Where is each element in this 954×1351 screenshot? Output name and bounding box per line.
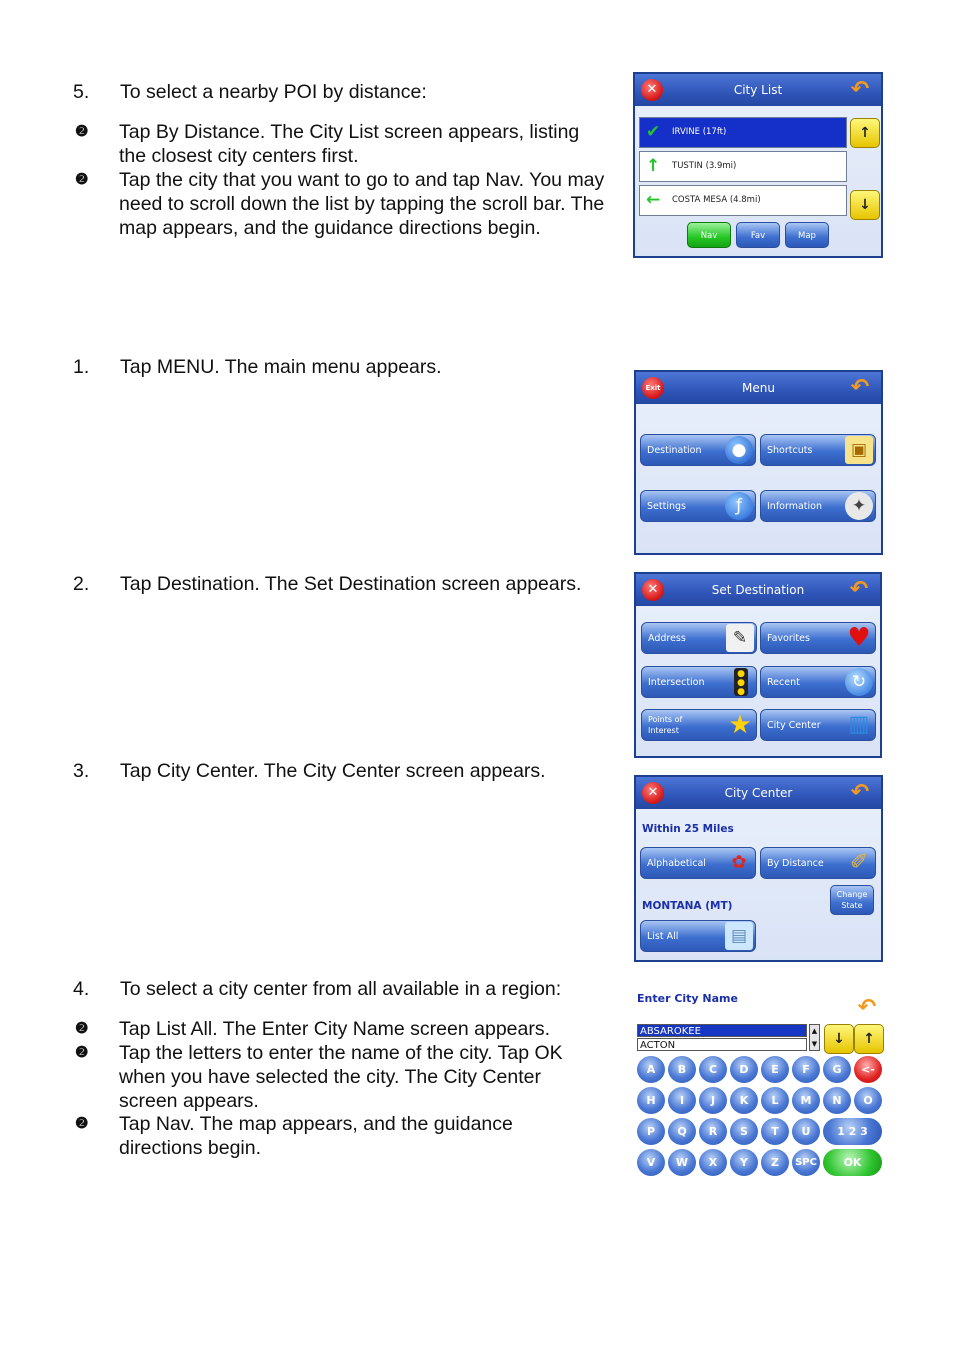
screen-title: Menu xyxy=(742,381,775,395)
list-item-label: IRVINE (17ft) xyxy=(672,127,727,137)
bullet-symbol: ❷ xyxy=(75,171,89,188)
key-backspace: <- xyxy=(854,1056,882,1083)
shortcuts-button xyxy=(760,434,876,466)
down-arrow-icon: ↓ xyxy=(824,1024,854,1054)
step-1-text: Tap MENU. The main menu appears. xyxy=(120,356,442,378)
key-ok: OK xyxy=(823,1149,882,1176)
globe-icon: ● xyxy=(725,436,753,464)
box-icon: ▣ xyxy=(845,436,873,464)
fav-button: Fav xyxy=(736,222,780,248)
key-numbers: 1 2 3 xyxy=(823,1118,882,1145)
close-icon: ✕ xyxy=(641,79,663,101)
bullet-text: Tap By Distance. The City List screen appears, listing the closest city centers first. xyxy=(119,121,580,167)
list-item xyxy=(639,151,847,182)
ruler-icon: ✐ xyxy=(849,850,869,875)
button-label: Points of Interest xyxy=(648,715,683,735)
list-item: ACTON xyxy=(637,1038,807,1051)
step-1-number: 1. xyxy=(73,356,90,378)
title-bar xyxy=(636,777,881,809)
nav-button: Nav xyxy=(687,222,731,248)
screen-title: Enter City Name xyxy=(637,992,738,1005)
back-arrow-icon: ↶ xyxy=(849,577,869,602)
key-o: O xyxy=(854,1087,882,1114)
address-button xyxy=(641,622,757,654)
key-h: H xyxy=(637,1087,665,1114)
map-button: Map xyxy=(785,222,829,248)
button-label: Information xyxy=(767,501,822,512)
key-c: C xyxy=(699,1056,727,1083)
key-s: S xyxy=(730,1118,758,1145)
key-f: F xyxy=(792,1056,820,1083)
arrow-up-icon: ↑ xyxy=(646,156,661,176)
city-center-screenshot xyxy=(634,775,883,962)
button-label: Intersection xyxy=(648,677,705,688)
step-3-number: 3. xyxy=(73,760,90,782)
back-arrow-icon: ↶ xyxy=(850,375,870,400)
set-destination-screenshot xyxy=(634,572,882,758)
key-j: J xyxy=(699,1087,727,1114)
button-label: Recent xyxy=(767,677,800,688)
step-4-number: 4. xyxy=(73,978,90,1000)
step-2-text: Tap Destination. The Set Destination screen appears. xyxy=(120,573,582,595)
step-5-text: To select a nearby POI by distance: xyxy=(120,81,427,103)
state-label: MONTANA (MT) xyxy=(642,900,733,912)
list-item xyxy=(639,185,847,216)
key-e: E xyxy=(761,1056,789,1083)
button-label: City Center xyxy=(767,720,821,731)
title-bar xyxy=(635,74,881,106)
step-4-text: To select a city center from all available in a region: xyxy=(120,978,562,1000)
list-item xyxy=(639,117,847,148)
back-arrow-icon: ↶ xyxy=(850,77,870,102)
up-arrow-icon: ↑ xyxy=(854,1024,884,1054)
key-l: L xyxy=(761,1087,789,1114)
button-label: Settings xyxy=(647,501,686,512)
satellite-icon: ✦ xyxy=(845,492,873,520)
address-card-icon: ✎ xyxy=(726,624,754,652)
key-x: X xyxy=(699,1149,727,1176)
button-label: Address xyxy=(648,633,686,644)
radius-label: Within 25 Miles xyxy=(642,823,734,835)
bullet-text: Tap the letters to enter the name of the city. Tap OK when you have selected the city. The City Center screen appears. xyxy=(119,1042,563,1112)
star-icon: ★ xyxy=(728,710,752,740)
key-a: A xyxy=(637,1056,665,1083)
arrow-left-icon: ← xyxy=(646,190,661,210)
bullet-symbol: ❷ xyxy=(75,1044,89,1061)
settings-button xyxy=(640,490,756,522)
button-label: Shortcuts xyxy=(767,445,813,456)
abc-blocks-icon: ✿ xyxy=(731,852,747,873)
bullet-text: Tap List All. The Enter City Name screen appears. xyxy=(119,1018,551,1040)
recent-button xyxy=(760,666,876,698)
key-p: P xyxy=(637,1118,665,1145)
scrollbar: ▲ ▼ xyxy=(809,1024,820,1051)
favorites-button xyxy=(760,622,876,654)
key-w: W xyxy=(668,1149,696,1176)
note-icon: ▤ xyxy=(725,922,753,950)
list-item: ABSAROKEE xyxy=(637,1024,807,1037)
screen-title: City Center xyxy=(724,786,793,800)
settings-icon: ƒ xyxy=(725,492,753,520)
information-button xyxy=(760,490,876,522)
list-item-label: TUSTIN (3.9mi) xyxy=(672,161,737,171)
heart-icon: ♥ xyxy=(847,623,871,653)
points-of-interest-button xyxy=(641,709,757,741)
button-label: Destination xyxy=(647,445,702,456)
back-arrow-icon: ↶ xyxy=(850,780,870,805)
city-center-button xyxy=(760,709,876,741)
close-icon: ✕ xyxy=(642,782,664,804)
button-label: Favorites xyxy=(767,633,810,644)
key-i: I xyxy=(668,1087,696,1114)
key-q: Q xyxy=(668,1118,696,1145)
bullet-text: Tap Nav. The map appears, and the guidance directions begin. xyxy=(119,1113,513,1159)
button-label: By Distance xyxy=(767,858,824,869)
key-g: G xyxy=(823,1056,851,1083)
exit-icon: Exit xyxy=(642,377,664,399)
city-list-screenshot xyxy=(633,72,883,258)
by-distance-button xyxy=(760,847,876,879)
close-icon: ✕ xyxy=(642,579,664,601)
screen-title: Set Destination xyxy=(711,583,805,597)
list-item-label: COSTA MESA (4.8mi) xyxy=(672,195,761,205)
key-n: N xyxy=(823,1087,851,1114)
key-d: D xyxy=(730,1056,758,1083)
alphabetical-button xyxy=(640,847,756,879)
city-buildings-icon: ▥ xyxy=(848,712,870,737)
bullet-symbol: ❷ xyxy=(75,123,89,140)
back-arrow-icon: ↶ xyxy=(857,995,877,1020)
bullet-text: Tap the city that you want to go to and tap Nav. You may need to scroll down the list by tapping the scroll bar. The map appears, and the guidance directions begin. xyxy=(119,169,605,239)
scroll-down-icon: ↓ xyxy=(850,190,880,220)
title-bar xyxy=(636,372,881,404)
button-label: List All xyxy=(647,931,679,942)
key-t: T xyxy=(761,1118,789,1145)
key-b: B xyxy=(668,1056,696,1083)
change-state-button: Change State xyxy=(830,885,874,915)
bullet-symbol: ❷ xyxy=(75,1115,89,1132)
step-3-text: Tap City Center. The City Center screen appears. xyxy=(120,760,546,782)
bullet-symbol: ❷ xyxy=(75,1020,89,1037)
key-y: Y xyxy=(730,1149,758,1176)
check-icon: ✔ xyxy=(646,122,661,142)
key-k: K xyxy=(730,1087,758,1114)
key-m: M xyxy=(792,1087,820,1114)
button-label: Alphabetical xyxy=(647,858,706,869)
screen-title: City List xyxy=(733,83,783,97)
key-r: R xyxy=(699,1118,727,1145)
enter-city-name-screenshot xyxy=(635,990,886,1179)
title-bar xyxy=(636,574,880,606)
scroll-up-icon: ↑ xyxy=(850,118,880,148)
step-2-number: 2. xyxy=(73,573,90,595)
intersection-button xyxy=(641,666,757,698)
key-u: U xyxy=(792,1118,820,1145)
key-space: SPC xyxy=(792,1149,820,1176)
key-z: Z xyxy=(761,1149,789,1176)
key-v: V xyxy=(637,1149,665,1176)
menu-screenshot xyxy=(634,370,883,555)
list-all-button xyxy=(640,920,756,952)
destination-button xyxy=(640,434,756,466)
traffic-light-icon: ● ● ● xyxy=(734,668,748,696)
recent-icon: ↻ xyxy=(845,668,873,696)
step-5-number: 5. xyxy=(73,81,90,103)
